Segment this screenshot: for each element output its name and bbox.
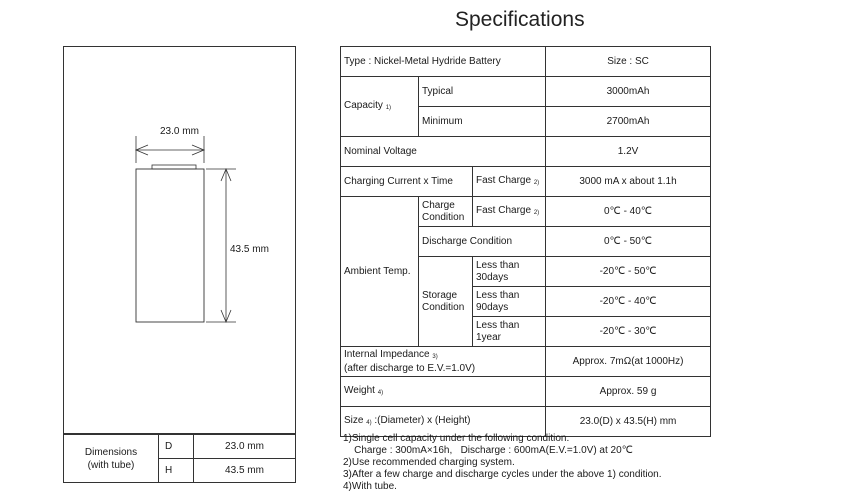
internal-impedance-value: Approx. 7mΩ(at 1000Hz) [546, 347, 711, 377]
dimension-value: 43.5 mm [194, 459, 296, 483]
storage-duration: Less than 90days [473, 287, 546, 317]
storage-temp-value: -20℃ - 30℃ [546, 317, 711, 347]
charging-value: 3000 mA x about 1.1h [546, 167, 711, 197]
storage-condition-label: Storage Condition [419, 257, 473, 347]
weight-value: Approx. 59 g [546, 377, 711, 407]
height-dimension-label: 43.5 mm [230, 244, 269, 255]
footnote: 2)Use recommended charging system. [343, 457, 515, 468]
footnote: 4)With tube. [343, 481, 397, 492]
footnotes [343, 433, 662, 493]
battery-drawing [63, 46, 296, 434]
typical-label: Typical [419, 77, 546, 107]
minimum-value: 2700mAh [546, 107, 711, 137]
charge-condition-label: Charge Condition [419, 197, 473, 227]
storage-temp-value: -20℃ - 50℃ [546, 257, 711, 287]
footnote: 1)Single cell capacity under the following condition. [343, 433, 570, 444]
storage-duration: Less than 30days [473, 257, 546, 287]
width-dimension-label: 23.0 mm [160, 126, 199, 137]
ambient-temp-label: Ambient Temp. [341, 197, 419, 347]
size-cell: Size : SC [546, 47, 711, 77]
discharge-temp-value: 0℃ - 50℃ [546, 227, 711, 257]
size-label: Size $^{4)}$ :(Diameter) x (Height) [341, 407, 546, 437]
dimensions-label: Dimensions (with tube) [64, 435, 159, 483]
storage-duration: Less than 1year [473, 317, 546, 347]
size-value: 23.0(D) x 43.5(H) mm [546, 407, 711, 437]
nominal-voltage-value: 1.2V [546, 137, 711, 167]
specifications-table [340, 46, 711, 437]
discharge-condition-label: Discharge Condition [419, 227, 546, 257]
minimum-label: Minimum [419, 107, 546, 137]
battery-outline [64, 47, 297, 435]
weight-label: Weight $^{4)}$ [341, 377, 546, 407]
nominal-voltage-label: Nominal Voltage [341, 137, 546, 167]
fast-charge-label: Fast Charge $^{2)}$ [473, 167, 546, 197]
internal-impedance-label: Internal Impedance $^{3)}$ (after discharge to E.V.=1.0V) [341, 347, 546, 377]
footnote: Charge : 300mA×16h, Discharge : 600mA(E.V.=1.0V) at 20℃ [343, 445, 633, 456]
dimensions-table [63, 434, 296, 483]
dimension-key: H [159, 459, 194, 483]
page-title: Specifications [455, 8, 585, 31]
charging-label: Charging Current x Time [341, 167, 473, 197]
type-cell: Type : Nickel-Metal Hydride Battery [341, 47, 546, 77]
footnote: 3)After a few charge and discharge cycles under the above 1) condition. [343, 469, 662, 480]
charge-temp-value: 0℃ - 40℃ [546, 197, 711, 227]
dimension-key: D [159, 435, 194, 459]
dimension-value: 23.0 mm [194, 435, 296, 459]
storage-temp-value: -20℃ - 40℃ [546, 287, 711, 317]
fast-charge-label: Fast Charge $^{2)}$ [473, 197, 546, 227]
typical-value: 3000mAh [546, 77, 711, 107]
capacity-label: Capacity $^{1)}$ [341, 77, 419, 137]
